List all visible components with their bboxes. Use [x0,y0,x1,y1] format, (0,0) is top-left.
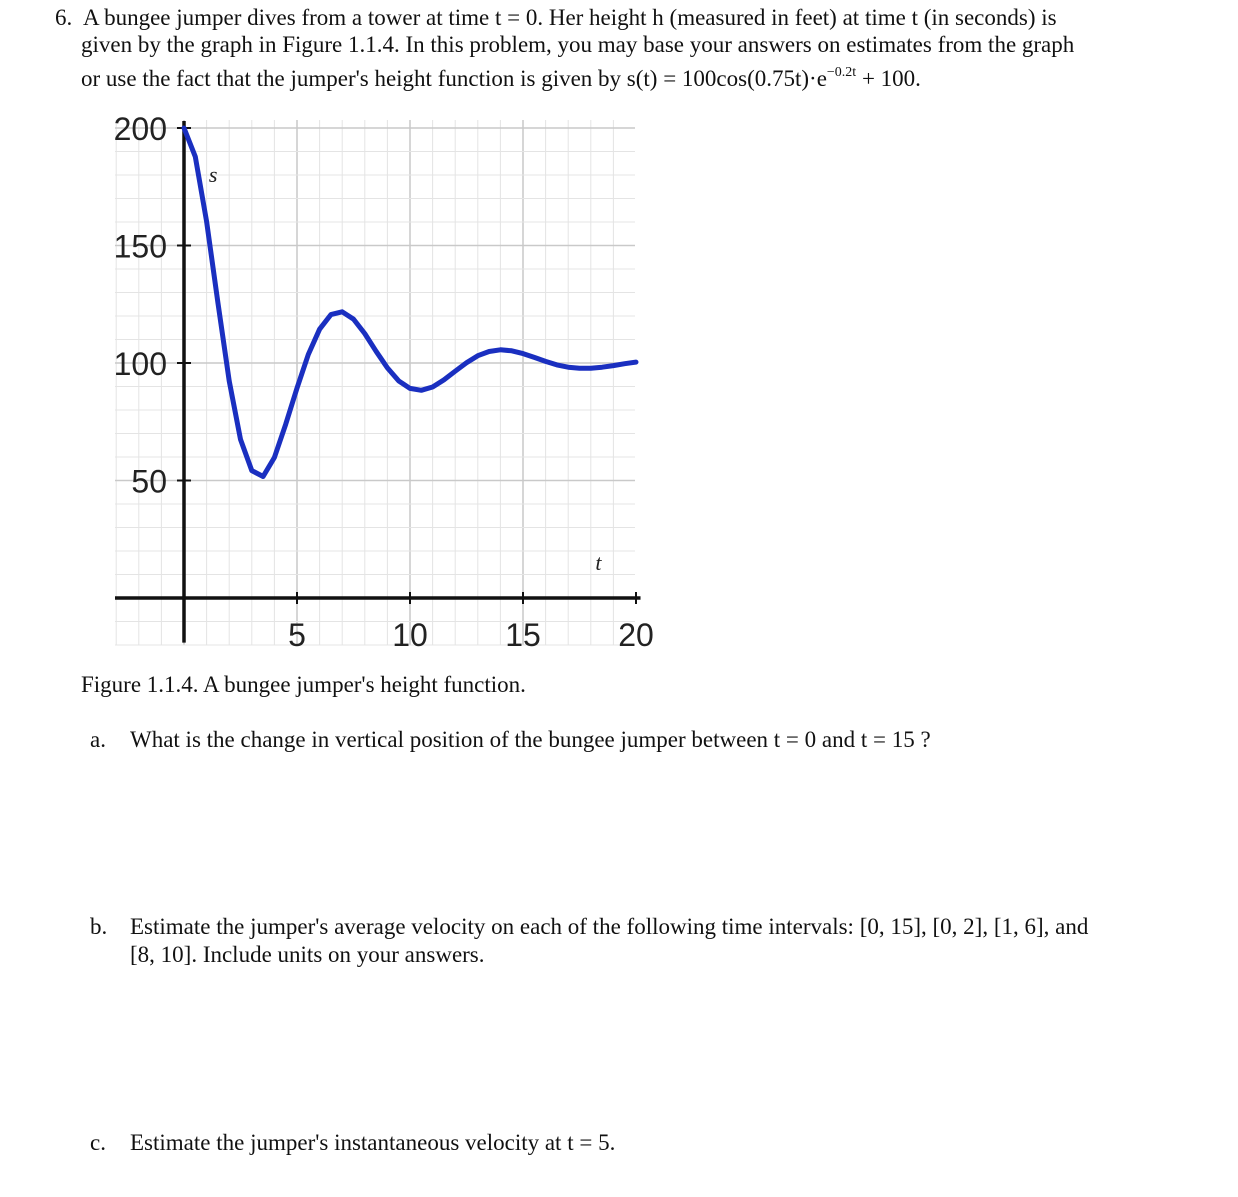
part-c-marker: c. [90,1130,106,1155]
x-axis-variable-label: t [595,549,602,575]
formula-exponent: −0.2t [826,65,857,80]
problem-number: 6. [55,5,73,30]
formula-tail: + 100. [856,66,921,91]
y-tick-label: 150 [113,228,167,265]
x-tick-label: 20 [618,617,654,653]
problem-text-line3 [81,65,921,93]
part-a-question: What is the change in vertical position of the bungee jumper between t = 0 and t = 15 ? [130,727,931,752]
problem-text-line2: given by the graph in Figure 1.1.4. In this problem, you may base your answers on estimates from the graph [81,32,1075,57]
figure-caption: Figure 1.1.4. A bungee jumper's height function. [81,672,526,697]
height-graph [95,95,655,660]
x-tick-label: 15 [505,617,541,653]
x-tick-label: 10 [392,617,428,653]
y-axis-variable-label: s [208,162,218,188]
formula-main: or use the fact that the jumper's height function is given by s(t) = 100cos(0.75t)·e [81,66,827,91]
y-tick-label: 50 [131,463,167,500]
y-tick-label: 100 [113,346,167,382]
part-b-question-line1: Estimate the jumper's average velocity on each of the following time intervals: [0, 15], [0, 2], [1, 6], and [130,914,1089,939]
part-a-marker: a. [90,727,106,752]
part-b-question-line2: [8, 10]. Include units on your answers. [130,942,485,967]
problem-text-line1: A bungee jumper dives from a tower at time t = 0. Her height h (measured in feet) at time t (in seconds) is [83,5,1057,30]
part-c-question: Estimate the jumper's instantaneous velocity at t = 5. [130,1130,616,1155]
chart-tick-labels [114,111,654,653]
y-tick-label: 200 [113,111,167,147]
part-b-marker: b. [90,914,108,939]
chart-axes [115,121,641,643]
x-tick-label: 5 [288,617,306,653]
chart-grid [115,120,635,645]
